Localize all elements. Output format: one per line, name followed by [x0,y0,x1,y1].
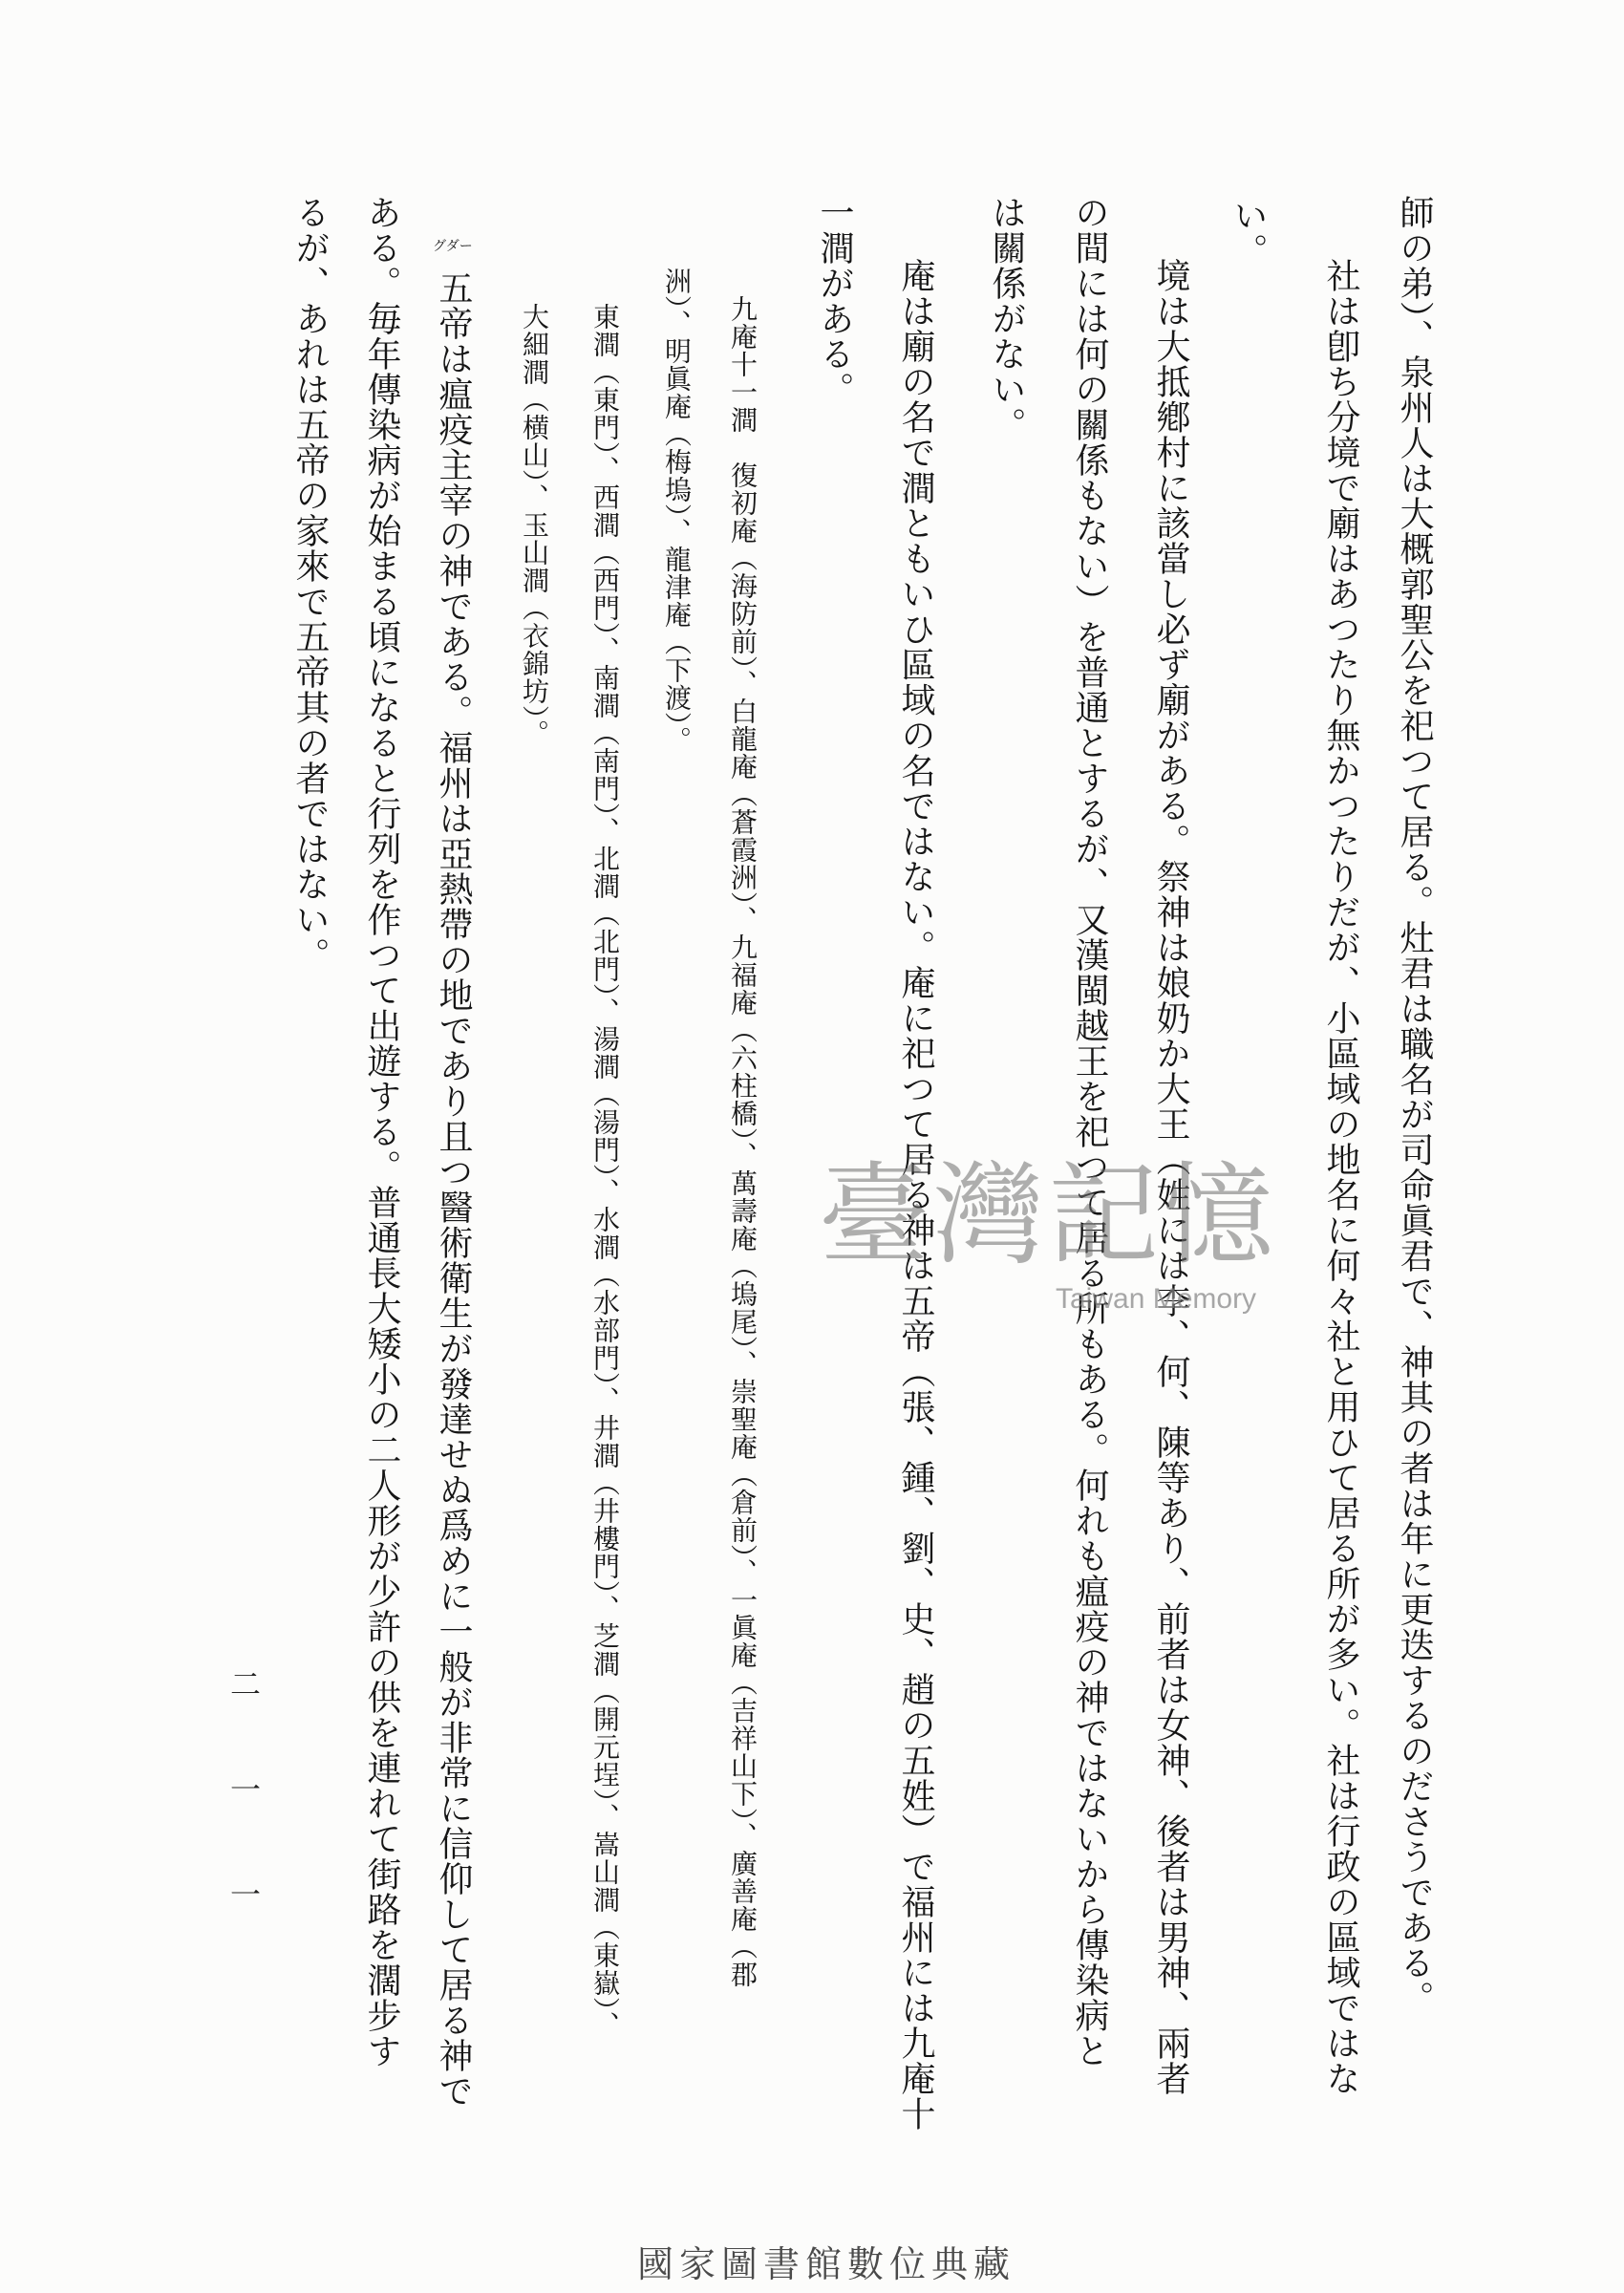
text-column: は關係がない。 [987,195,1026,442]
watermark-logo [819,1151,1296,1326]
watermark-title: 臺灣記憶 [819,1151,1277,1280]
text-column: 五帝は瘟疫主宰の神である。福州は亞熱帶の地であり且つ醫術衛生が發達せぬ爲めに一般が非常に信仰して居る神で [434,270,473,2109]
text-column: 一澗がある。 [815,195,854,407]
list-column: 洲）、明眞庵（梅塢）、龍津庵（下渡）。 [661,268,693,754]
watermark-subtitle: Taiwan Memory [1056,1283,1257,1315]
text-column: ある。毎年傳染病が始まる頃になると行列を作つて出遊する。普通長大矮小の二人形が少許の供を連れて街路を濶步す [362,195,401,2068]
page-number: 二一一 [225,1668,262,1983]
text-column: 境は大抵鄕村に該當し必ず廟がある。祭神は娘奶か大王（姓には李、何、陳等あり、前者は女神、後者は男神、兩者 [1151,258,1190,2096]
list-column: 東澗（東門）、西澗（西門）、南澗（南門）、北澗（北門）、湯澗（湯門）、水澗（水部門）、井澗（井樓門）、芝澗（開元埕）、嵩山澗（東嶽）、 [589,303,621,2039]
text-column: 社は卽ち分境で廟はあつたり無かつたりだが、小區域の地名に何々社と用ひて居る所が多い。社は行政の區域ではな [1321,258,1360,2096]
list-column: 大細澗（横山）、玉山澗（衣錦坊）。 [519,303,550,747]
text-column: 師の弟）、泉州人は大概郭聖公を祀つて居る。灶君は職名が司命眞君で、神其の者は年に更迭するのださうである。 [1395,195,1434,2016]
text-column: るが、あれは五帝の家來で五帝其の者ではない。 [290,195,330,973]
list-column: 九庵十一澗 復初庵（海防前）、白龍庵（蒼霞洲）、九福庵（六柱橋）、萬壽庵（塢尾）、崇聖庵（倉前）、一眞庵（吉祥山下）、廣善庵（郡 [727,295,759,1988]
footer-credit: 國家圖書館數位典藏 [636,2243,1015,2285]
text-column: い。 [1229,198,1268,268]
ruby-annotation: グダー [433,239,473,254]
text-column: 庵は廟の名で澗ともいひ區域の名ではない。庵に祀つて居る神は五帝（張、鍾、劉、史、趙の五姓）で福州には九庵十 [896,258,935,2132]
text-column: の間には何の關係もない）を普通とするが、又漢閩越王を祀つて居る所もある。何れも瘟疫の神ではないから傳染病と [1070,195,1109,2068]
